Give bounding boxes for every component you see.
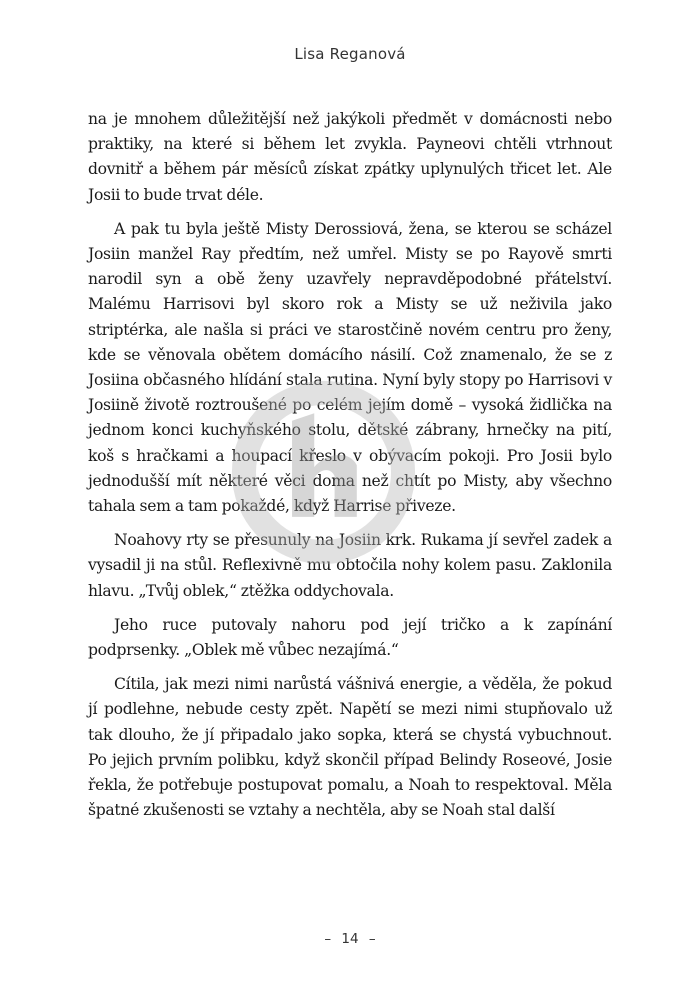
paragraph-4: Jeho ruce putovaly nahoru pod její tričko a k zapínání podprsenky. „Oblek mě vůbec nezajímá.“: [88, 615, 612, 660]
paragraph-1: na je mnohem důležitější než jakýkoli předmět v domácnosti nebo praktiky, na které si během let zvykla. Payneovi chtěli vtrhnout dovnitř a během pár měsíců získat zpátky uplynulých třicet let. Ale Josii to bude trvat déle.: [88, 110, 612, 204]
paragraph-3: Noahovy rty se přesunuly na Josiin krk. Rukama jí sevřel zadek a vysadil ji na stůl. Reflexivně mu obtočila nohy kolem pasu. Zaklonila hlavu. „Tvůj oblek,“ ztěžka oddychovala.: [88, 531, 612, 600]
page-number: – 14 –: [324, 931, 376, 947]
running-header-author: Lisa Reganová: [294, 45, 406, 63]
body-text: [88, 107, 612, 823]
paragraph-2: A pak tu byla ještě Misty Derossiová, žena, se kterou se scházel Josiin manžel Ray předtím, než umřel. Misty se po Rayově smrti narodil syn a obě ženy uzavřely nepravděpodobné přátelství. Malému Harrisovi byl skoro rok a Misty se už neživila jako striptérka, ale našla si práci ve starostčině novém centru pro ženy, kde se věnovala obětem domácího násilí. Což znamenalo, že se z Josiina občasného hlídání stala rutina. Nyní byly stopy po Harrisovi v Josiině životě roztroušené po celém jejím domě – vysoká židlička na jednom konci kuchyňského stolu, dětské zábrany, hrnečky na pití, koš s hračkami a houpací křeslo v obývacím pokoji. Pro Josii bylo jednodušší mít některé věci doma než chtít po Misty, aby všechno tahala sem a tam pokaždé, když Harrise přiveze.: [88, 219, 612, 516]
paragraph-5: Cítila, jak mezi nimi narůstá vášnivá energie, a věděla, že pokud jí podlehne, nebude cesty zpět. Napětí se mezi nimi stupňovalo už tak dlouho, že jí připadalo jako sopka, která se chystá vybuchnout. Po jejich prvním polibku, když skončil případ Belindy Roseové, Josie řekla, že potřebuje postupovat pomalu, a Noah to respektoval. Měla špatné zkušenosti se vztahy a nechtěla, aby se Noah stal další: [88, 675, 612, 820]
